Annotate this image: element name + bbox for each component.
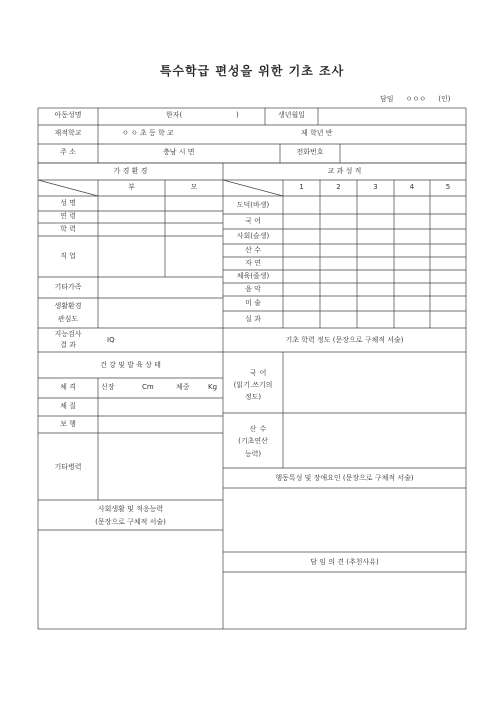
phone-label: 전화번호 bbox=[296, 148, 324, 156]
family-row-name: 성 명 bbox=[60, 199, 76, 207]
illness-label: 기타병력 bbox=[54, 463, 82, 471]
opinion-header: 담 임 의 견 (추천사유) bbox=[310, 558, 379, 566]
behavior-header: 행동특성 및 장애요인 (문장으로 구체적 서술) bbox=[275, 474, 414, 482]
weight-unit: Kg bbox=[208, 383, 218, 391]
korean-label-4: 정도) bbox=[244, 393, 262, 401]
phone-field[interactable] bbox=[341, 145, 465, 162]
subject-moral: 도덕(바생) bbox=[236, 201, 270, 209]
seal-mark: (인) bbox=[438, 95, 451, 103]
subject-pe: 체육(즐생) bbox=[236, 272, 270, 280]
math-label-3: (기초연산 bbox=[238, 437, 268, 445]
teacher-label: 담임 bbox=[380, 95, 394, 103]
math-label-1: 산 bbox=[249, 425, 257, 433]
family-row-interest: 관심도 bbox=[57, 315, 79, 323]
father-label: 부 bbox=[128, 183, 135, 191]
iq-label: IQ bbox=[107, 336, 115, 344]
family-row-other: 기타가족 bbox=[54, 283, 82, 291]
social-label: 사회생활 및 적응능력 bbox=[97, 505, 164, 513]
family-header: 가 경 환 경 bbox=[113, 167, 148, 175]
hanja-close: ) bbox=[236, 111, 239, 119]
name-label: 아동성명 bbox=[54, 111, 82, 119]
health-header: 건 강 및 발 육 상 태 bbox=[100, 361, 161, 369]
hanja-label: 한자( bbox=[166, 111, 183, 119]
address-value: 충남 시 면 bbox=[163, 148, 195, 156]
math-level-field[interactable] bbox=[284, 414, 465, 467]
math-label-2: 수 bbox=[259, 425, 267, 433]
subject-math: 산 수 bbox=[245, 246, 261, 254]
social-field[interactable] bbox=[39, 531, 222, 628]
family-row-education: 학 력 bbox=[60, 225, 76, 233]
math-label-4: 능력) bbox=[244, 450, 262, 458]
subject-art: 미 술 bbox=[245, 299, 261, 307]
birth-label: 생년월일 bbox=[277, 111, 306, 119]
teacher-name: ㅇㅇㅇ bbox=[405, 95, 427, 103]
body-label: 체 격 bbox=[60, 383, 76, 391]
opinion-field[interactable] bbox=[224, 573, 465, 628]
social-hint: (문장으로 구체적 서술) bbox=[95, 518, 166, 526]
iq-test-label: 지능검사 bbox=[54, 330, 82, 338]
school-field[interactable] bbox=[99, 126, 279, 143]
gait-label: 보 행 bbox=[60, 420, 76, 428]
height-unit: Cm bbox=[142, 383, 154, 391]
korean-level-field[interactable] bbox=[284, 353, 465, 412]
mother-label: 모 bbox=[190, 183, 198, 191]
family-row-age: 연 령 bbox=[60, 212, 76, 220]
basic-academic-header: 기초 학력 정도 (문장으로 구체적 서술) bbox=[285, 336, 404, 344]
subject-social: 사회(슬생) bbox=[236, 232, 270, 240]
behavior-field[interactable] bbox=[224, 489, 465, 551]
family-row-living: 생활환경 bbox=[54, 302, 82, 310]
korean-label-3: (읽기.쓰기의 bbox=[233, 381, 273, 389]
subject-practical: 실 과 bbox=[245, 315, 261, 323]
korean-label-2: 어 bbox=[259, 369, 267, 377]
grade-col-5: 5 bbox=[445, 183, 451, 191]
birth-field[interactable] bbox=[319, 109, 465, 124]
grade-col-2: 2 bbox=[336, 183, 341, 191]
grades-header: 교 과 성 적 bbox=[327, 167, 362, 175]
school-value: ㅇ ㅇ 초 등 학 교 bbox=[122, 129, 174, 137]
subject-music: 음 악 bbox=[245, 285, 261, 293]
height-label: 신장 bbox=[101, 383, 115, 391]
grade-col-4: 4 bbox=[409, 183, 415, 191]
weight-label: 체중 bbox=[176, 383, 190, 391]
iq-result-label: 결 과 bbox=[60, 341, 76, 349]
constitution-label: 체 질 bbox=[60, 402, 76, 410]
korean-label-1: 국 bbox=[249, 369, 257, 377]
page-title: 특수학급 편성을 위한 기초 조사 bbox=[159, 64, 345, 78]
grade-value: 제 학년 반 bbox=[301, 129, 333, 137]
grade-col-3: 3 bbox=[373, 183, 378, 191]
school-label: 재적학교 bbox=[54, 129, 82, 137]
grade-col-1: 1 bbox=[299, 183, 304, 191]
subject-science: 자 연 bbox=[245, 259, 261, 267]
address-label: 주 소 bbox=[60, 148, 76, 156]
family-row-job: 직 업 bbox=[60, 252, 76, 260]
subject-korean: 국 어 bbox=[245, 217, 261, 225]
